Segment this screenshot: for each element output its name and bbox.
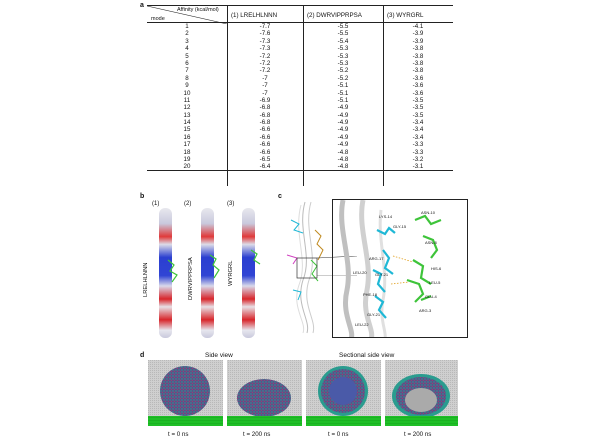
affinity-cell: -3.8 (412, 59, 424, 67)
table-row (147, 141, 453, 148)
affinity-cell: -3.6 (412, 82, 424, 90)
mode-cell: 13 (183, 111, 191, 119)
affinity-cell: -3.2 (412, 156, 424, 164)
peptide-1-label: LRELHLNNN (143, 262, 149, 297)
affinity-cell: -7 (262, 82, 268, 90)
md-snapshots (148, 360, 458, 428)
affinity-cell: -4.9 (337, 119, 349, 127)
mode-cell: 11 (183, 96, 191, 104)
peptide-3-number: (3) (227, 201, 235, 207)
affinity-cell: -6.8 (259, 111, 271, 119)
surface-2 (201, 208, 219, 338)
affinity-cell: -3.4 (412, 133, 424, 141)
table-row (147, 45, 453, 52)
snapshot-section-200ns (385, 360, 458, 426)
affinity-cell: -6.8 (259, 104, 271, 112)
affinity-cell: -4.8 (337, 156, 349, 164)
panel-a-letter: a (140, 2, 144, 9)
table-header (147, 5, 453, 23)
table-divider (383, 5, 384, 186)
docking-zoom-box (332, 199, 468, 338)
surface-3 (242, 208, 260, 338)
mode-cell: 15 (183, 126, 191, 134)
table-row (147, 90, 453, 97)
protein-surfaces (150, 200, 270, 340)
peptide-1-number: (1) (152, 201, 160, 207)
affinity-cell: -3.3 (412, 141, 424, 149)
affinity-cell: -7.2 (259, 67, 271, 75)
peptide-3-label: WYRGRL (228, 260, 234, 286)
affinity-cell: -7.6 (259, 30, 271, 38)
peptide-2-number: (2) (184, 201, 192, 207)
affinity-cell: -5.4 (337, 37, 349, 45)
affinity-cell: -3.8 (412, 52, 424, 60)
table-row (147, 149, 453, 156)
affinity-cell: -3.6 (412, 74, 424, 82)
table-row (147, 60, 453, 67)
mode-cell: 8 (185, 74, 189, 82)
residue-label: HIS-6 (431, 266, 442, 271)
caption-side-200ns: t = 200 ns (243, 431, 271, 438)
table-body (147, 23, 453, 171)
mode-cell: 19 (183, 156, 191, 164)
mode-cell: 18 (183, 148, 191, 156)
affinity-cell: -3.6 (412, 89, 424, 97)
mode-cell: 7 (185, 67, 189, 75)
caption-section-200ns: t = 200 ns (404, 431, 432, 438)
affinity-cell: -6.8 (259, 119, 271, 127)
table-row (147, 163, 453, 170)
table-row (147, 53, 453, 60)
table-row (147, 156, 453, 163)
header-col-1: (1) LRELHLNNN (231, 12, 278, 19)
affinity-cell: -6.6 (259, 126, 271, 134)
mode-cell: 9 (185, 82, 189, 90)
affinity-cell: -4.1 (412, 23, 424, 30)
mode-cell: 4 (185, 45, 189, 53)
mode-cell: 3 (185, 37, 189, 45)
residue-label: LYS-14 (379, 214, 393, 219)
residue-label: PHE-18 (363, 292, 378, 297)
affinity-cell: -5.3 (337, 59, 349, 67)
table-row (147, 30, 453, 37)
table-row (147, 126, 453, 133)
affinity-cell: -5.1 (337, 89, 349, 97)
table-divider (227, 5, 228, 186)
affinity-cell: -3.8 (412, 67, 424, 75)
affinity-cell: -5.2 (337, 74, 349, 82)
header-col-3: (3) WYRGRL (387, 12, 424, 19)
mode-cell: 12 (183, 104, 191, 112)
affinity-cell: -7 (262, 74, 268, 82)
affinity-cell: -5.3 (337, 45, 349, 53)
residue-label: ARG-17 (369, 256, 384, 261)
sectional-view-title: Sectional side view (339, 352, 395, 359)
table-row (147, 38, 453, 45)
affinity-cell: -6.6 (259, 133, 271, 141)
mode-cell: 16 (183, 133, 191, 141)
mode-cell: 1 (185, 23, 189, 30)
header-affinity: Affinity (kcal/mol) (177, 7, 219, 13)
affinity-cell: -6.5 (259, 156, 271, 164)
residue-label: ASN-10 (421, 210, 436, 215)
table-row (147, 104, 453, 111)
table-row (147, 75, 453, 82)
affinity-cell: -5.1 (337, 82, 349, 90)
affinity-cell: -6.4 (259, 163, 271, 171)
affinity-cell: -3.4 (412, 119, 424, 127)
affinity-cell: -5.5 (337, 30, 349, 38)
surface-1 (159, 208, 177, 338)
caption-side-0ns: t = 0 ns (168, 431, 189, 438)
table-row (147, 23, 453, 30)
affinity-cell: -7.7 (259, 23, 271, 30)
table-row (147, 97, 453, 104)
residue-label: LEU-5 (429, 280, 441, 285)
snapshot-side-0ns (148, 360, 223, 426)
mode-cell: 14 (183, 119, 191, 127)
affinity-cell: -3.1 (412, 163, 424, 171)
residue-label: GLY-21 (367, 312, 381, 317)
affinity-cell: -3.5 (412, 104, 424, 112)
residue-label: GLY-15 (393, 224, 407, 229)
snapshot-section-0ns (306, 360, 381, 426)
affinity-cell: -7 (262, 89, 268, 97)
table-divider (303, 5, 304, 186)
residue-label: ASN-8 (425, 240, 437, 245)
residue-label: LEU-22 (355, 322, 369, 327)
affinity-cell: -5.2 (337, 67, 349, 75)
affinity-cell: -6.6 (259, 141, 271, 149)
affinity-cell: -3.8 (412, 45, 424, 53)
affinity-cell: -3.5 (412, 96, 424, 104)
affinity-cell: -3.9 (412, 37, 424, 45)
affinity-cell: -7.3 (259, 37, 271, 45)
affinity-cell: -3.5 (412, 111, 424, 119)
mode-cell: 2 (185, 30, 189, 38)
affinity-cell: -3.4 (412, 126, 424, 134)
mode-cell: 5 (185, 52, 189, 60)
table-row (147, 119, 453, 126)
peptide-2-label: DWRVIPPRPSA (188, 257, 194, 300)
table-row (147, 82, 453, 89)
affinity-cell: -4.8 (337, 163, 349, 171)
affinity-cell: -4.9 (337, 141, 349, 149)
affinity-cell: -7.2 (259, 52, 271, 60)
affinity-cell: -5.1 (337, 96, 349, 104)
header-mode: mode (151, 16, 165, 22)
header-col-2: (2) DWRVIPPRPSA (307, 12, 362, 19)
residue-label: ARG-3 (419, 308, 432, 313)
affinity-cell: -3.9 (412, 30, 424, 38)
panel-c-letter: c (278, 193, 282, 200)
affinity-cell: -5.3 (337, 52, 349, 60)
docking-zoom-drawing (333, 200, 468, 338)
mode-cell: 6 (185, 59, 189, 67)
mode-cell: 20 (183, 163, 191, 171)
table-row (147, 67, 453, 74)
affinity-cell: -4.8 (337, 148, 349, 156)
panel-b-letter: b (140, 193, 145, 200)
affinity-cell: -6.6 (259, 148, 271, 156)
affinity-cell: -7.3 (259, 45, 271, 53)
residue-label: GLU-4 (425, 294, 437, 299)
panel-d-letter: d (140, 352, 145, 359)
mode-cell: 17 (183, 141, 191, 149)
affinity-cell: -4.9 (337, 111, 349, 119)
affinity-cell: -4.9 (337, 126, 349, 134)
affinity-cell: -3.3 (412, 148, 424, 156)
residue-label: GLY-21 (375, 272, 389, 277)
affinity-table (147, 5, 453, 171)
affinity-cell: -7.2 (259, 59, 271, 67)
snapshot-side-200ns (227, 360, 302, 426)
affinity-cell: -5.5 (337, 23, 349, 30)
residue-label: LEU-20 (353, 270, 367, 275)
affinity-cell: -4.9 (337, 104, 349, 112)
affinity-cell: -6.9 (259, 96, 271, 104)
caption-section-0ns: t = 0 ns (328, 431, 349, 438)
table-row (147, 134, 453, 141)
side-view-title: Side view (205, 352, 233, 359)
mode-cell: 10 (183, 89, 191, 97)
table-row (147, 112, 453, 119)
affinity-cell: -4.9 (337, 133, 349, 141)
